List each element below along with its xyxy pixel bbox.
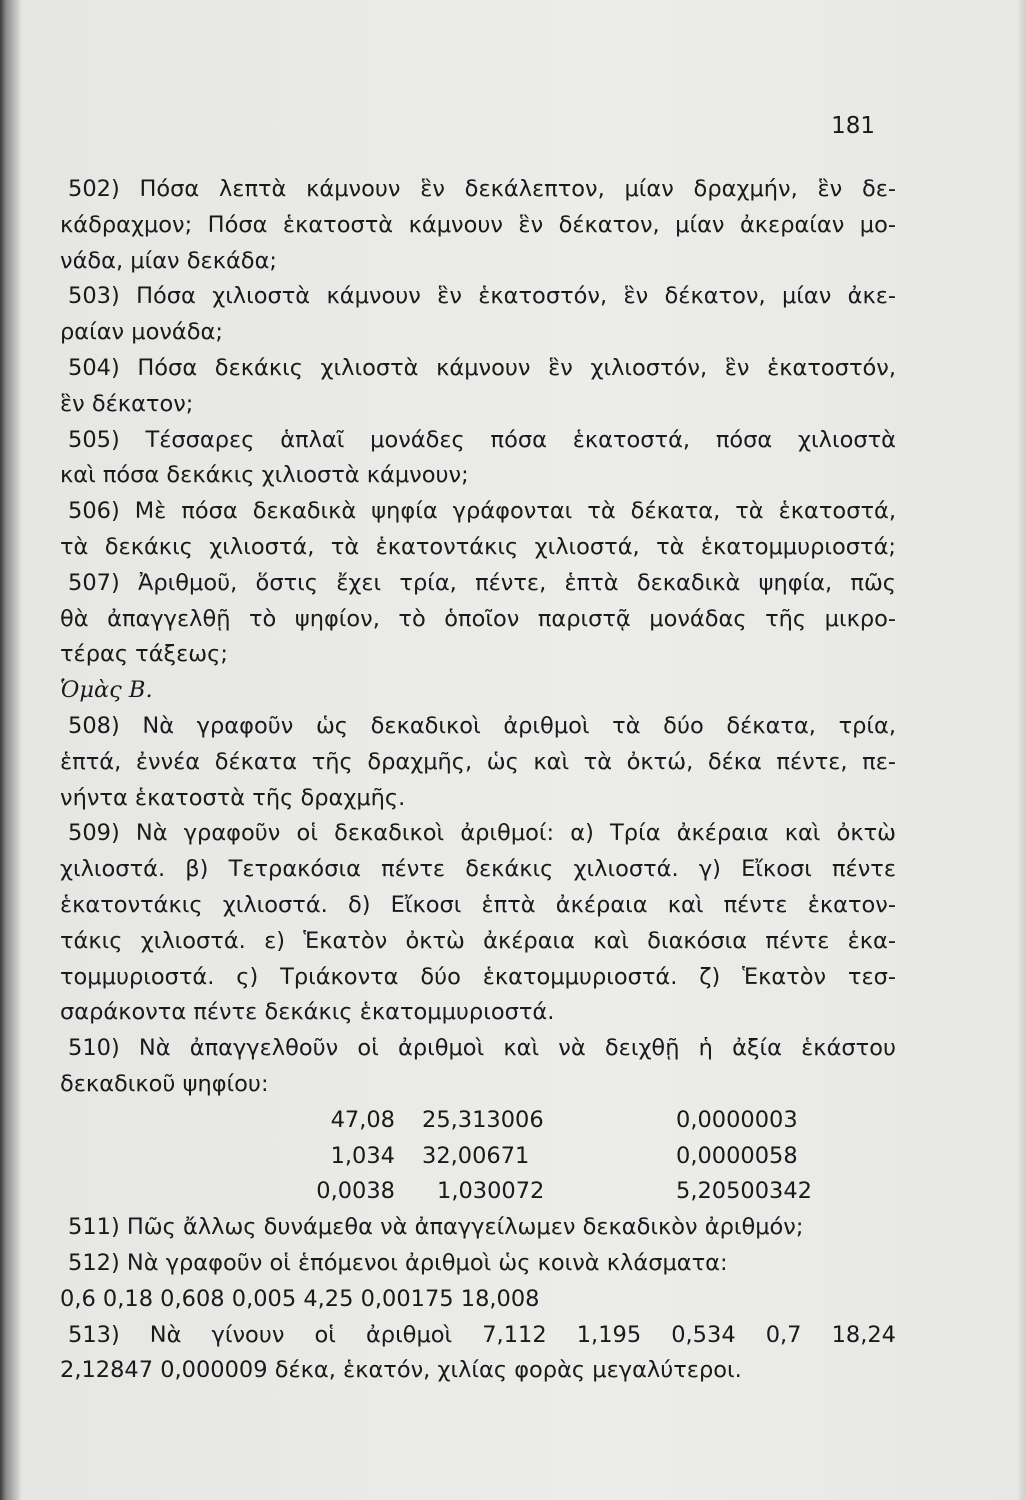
table-cell: 47,08 xyxy=(330,1106,395,1133)
exercise-502 xyxy=(60,172,896,279)
text-line: 511) Πῶς ἄλλως δυνάμεθα νὰ ἀπαγγείλωμεν δεκαδικὸν ἀριθμόν; xyxy=(68,1214,804,1241)
exercise-513 xyxy=(60,1318,896,1390)
page-content xyxy=(60,108,896,1389)
exercise-511 xyxy=(60,1210,896,1246)
text-line: 502) Πόσα λεπτὰ κάμνουν ἓν δεκάλεπτον, μίαν δραχμήν, ἓν δε- xyxy=(68,176,896,202)
text-line: ραίαν μονάδα; xyxy=(60,319,223,346)
text-line: 509) Νὰ γραφοῦν οἱ δεκαδικοὶ ἀριθμοί: α) Τρία ἀκέραια καὶ ὀκτὼ xyxy=(68,820,896,847)
exercise-510 xyxy=(60,1031,896,1103)
page-number: 181 xyxy=(831,113,875,139)
text-line: θὰ ἀπαγγελθῇ τὸ ψηφίον, τὸ ὁποῖον παριστᾷ μονάδας τῆς μικρο- xyxy=(60,605,896,632)
exercise-504 xyxy=(60,351,896,423)
page-edge-shadow xyxy=(1017,0,1025,1500)
text-line: τὰ δεκάκις χιλιοστά, τὰ ἑκατοντάκις χιλιοστά, τὰ ἑκατομμυριοστά; xyxy=(60,533,896,560)
table-row xyxy=(230,1174,812,1210)
table-cell: 0,0000058 xyxy=(676,1142,798,1169)
table-cell: 5,20500342 xyxy=(676,1178,812,1205)
table-cell: 0,0038 xyxy=(316,1178,395,1205)
number-table xyxy=(230,1103,812,1210)
table-cell: 1,030072 xyxy=(437,1178,545,1205)
text-line: 2,12847 0,000009 δέκα, ἑκατόν, χιλίας φορὰς μεγαλύτεροι. xyxy=(60,1357,742,1384)
text-line: τάκις χιλιοστά. ε) Ἑκατὸν ὀκτὼ ἀκέραια καὶ διακόσια πέντε ἑκα- xyxy=(60,927,896,954)
text-line: 506) Μὲ πόσα δεκαδικὰ ψηφία γράφονται τὰ δέκατα, τὰ ἑκατοστά, xyxy=(68,498,896,525)
exercise-507 xyxy=(60,566,896,673)
table-row xyxy=(230,1103,812,1139)
text-line: ἓν δέκατον; xyxy=(60,390,194,417)
table-cell: 32,00671 xyxy=(422,1142,530,1169)
text-line: 503) Πόσα χιλιοστὰ κάμνουν ἓν ἑκατοστόν, ἓν δέκατον, μίαν ἀκε- xyxy=(68,283,896,310)
exercise-508 xyxy=(60,709,896,816)
text-line: καὶ πόσα δεκάκις χιλιοστὰ κάμνουν; xyxy=(60,462,469,489)
table-cell: 25,313006 xyxy=(422,1106,544,1133)
text-line: νάδα, μίαν δεκάδα; xyxy=(60,247,277,274)
text-line: 507) Ἀριθμοῦ, ὅστις ἔχει τρία, πέντε, ἑπτὰ δεκαδικὰ ψηφία, πῶς xyxy=(68,569,896,596)
text-line: 505) Τέσσαρες ἁπλαῖ μονάδες πόσα ἑκατοστά, πόσα χιλιοστὰ xyxy=(68,426,896,453)
table-cell: 1,034 xyxy=(330,1142,395,1169)
exercise-503 xyxy=(60,279,896,351)
text-line: 504) Πόσα δεκάκις χιλιοστὰ κάμνουν ἓν χιλιοστόν, ἓν ἑκατοστόν, xyxy=(68,354,896,381)
text-line: 512) Νὰ γραφοῦν οἱ ἑπόμενοι ἀριθμοὶ ὡς κοινὰ κλάσματα: xyxy=(68,1249,728,1276)
exercise-512 xyxy=(60,1246,896,1318)
text-line: ἑκατοντάκις χιλιοστά. δ) Εἴκοσι ἑπτὰ ἀκέραια καὶ πέντε ἑκατον- xyxy=(60,891,896,918)
text-line: νήντα ἑκατοστὰ τῆς δραχμῆς. xyxy=(60,784,406,811)
text-line: 0,6 0,18 0,608 0,005 4,25 0,00175 18,008 xyxy=(60,1285,540,1312)
group-heading: Ὁμὰς Β. xyxy=(60,677,153,704)
exercise-509 xyxy=(60,816,896,1031)
exercise-505 xyxy=(60,423,896,495)
text-line: τέρας τάξεως; xyxy=(60,641,228,668)
text-line: τομμυριοστά. ς) Τριάκοντα δύο ἑκατομμυριοστά. ζ) Ἑκατὸν τεσ- xyxy=(60,963,896,990)
text-line: 510) Νὰ ἀπαγγελθοῦν οἱ ἀριθμοὶ καὶ νὰ δειχθῇ ἡ ἀξία ἑκάστου xyxy=(68,1035,896,1062)
text-line: 513) Νὰ γίνουν οἱ ἀριθμοὶ 7,112 1,195 0,534 0,7 18,24 xyxy=(68,1321,896,1348)
table-row xyxy=(230,1139,812,1175)
text-line: 508) Νὰ γραφοῦν ὡς δεκαδικοὶ ἀριθμοὶ τὰ δύο δέκατα, τρία, xyxy=(68,712,896,739)
table-cell: 0,0000003 xyxy=(676,1106,798,1133)
text-line: ἑπτά, ἐννέα δέκατα τῆς δραχμῆς, ὡς καὶ τὰ ὀκτώ, δέκα πέντε, πε- xyxy=(60,748,896,775)
text-line: κάδραχμον; Πόσα ἑκατοστὰ κάμνουν ἓν δέκατον, μίαν ἀκεραίαν μο- xyxy=(60,211,896,238)
text-line: σαράκοντα πέντε δεκάκις ἑκατομμυριοστά. xyxy=(60,999,555,1026)
text-line: χιλιοστά. β) Τετρακόσια πέντε δεκάκις χιλιοστά. γ) Εἴκοσι πέντε xyxy=(60,856,896,883)
exercise-506 xyxy=(60,494,896,566)
text-line: δεκαδικοῦ ψηφίου: xyxy=(60,1070,269,1097)
